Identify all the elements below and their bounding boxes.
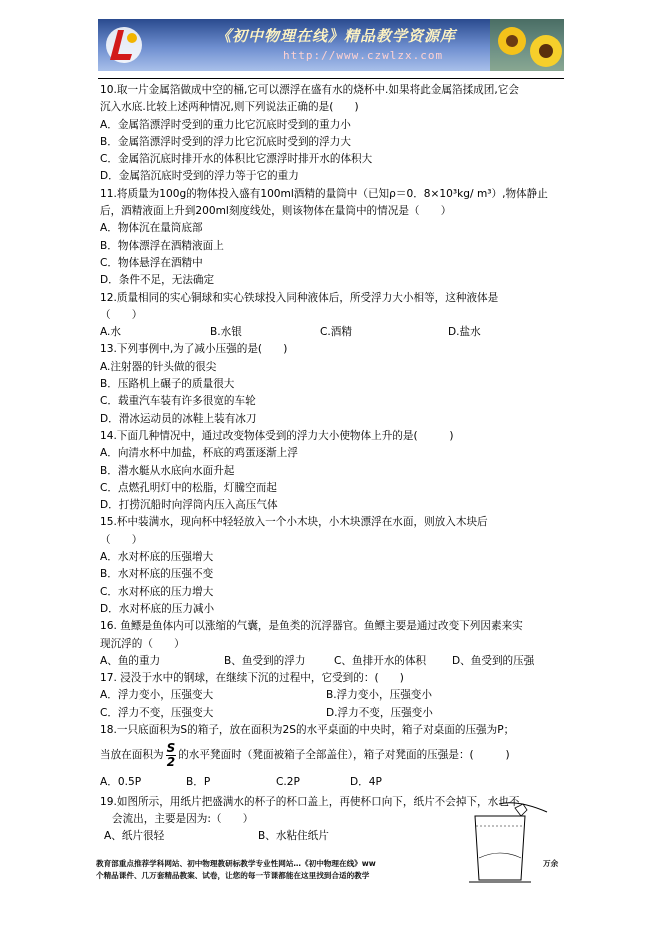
q17-option-d: D.浮力不变，压强变小 <box>326 706 433 719</box>
q13-option-d: D．滑冰运动员的冰鞋上装有冰刀 <box>100 412 257 425</box>
q19-option-a: A、纸片很轻 <box>104 830 165 843</box>
footer-tail: 万余 <box>543 859 559 868</box>
q10-option-d: D．金属箔沉底时受到的浮力等于它的重力 <box>100 170 299 183</box>
q19-stem-line2: 会流出，主要是因为:（ ） <box>112 812 254 825</box>
fraction-s-over-2 <box>166 742 177 769</box>
q18-option-d: D．4P <box>350 776 382 789</box>
q14-option-b: B．潜水艇从水底向水面升起 <box>100 464 235 477</box>
q10-stem-line1: 10.取一片金属箔做成中空的桶,它可以漂浮在盛有水的烧杯中.如果将此金属箔揉成团,它会 <box>100 84 519 96</box>
q11-stem-line2: 后，酒精液面上升到200ml刻度线处，则该物体在量筒中的情况是（ ） <box>100 205 452 218</box>
page-footer <box>96 858 566 882</box>
sunflower-icon <box>490 19 564 71</box>
q18-stem-line1: 18.一只底面积为S的箱子，放在面积为2S的水平桌面的中央时，箱子对桌面的压强为P； <box>100 723 515 736</box>
q12-option-a: A.水 <box>100 326 122 339</box>
q11-option-b: B．物体漂浮在酒精液面上 <box>100 239 224 252</box>
q16-option-b: B、鱼受到的浮力 <box>224 654 306 667</box>
q12-options <box>100 324 568 341</box>
q11-option-a: A．物体沉在量筒底部 <box>100 222 203 235</box>
q18-stem-part1: 当放在面积为 <box>100 749 164 762</box>
q16-options <box>100 653 568 670</box>
q16-option-a: A、鱼的重力 <box>100 654 161 667</box>
q14-stem: 14.下面几种情况中，通过改变物体受到的浮力大小使物体上升的是( ) <box>100 429 454 442</box>
q10-option-a: A．金属箔漂浮时受到的重力比它沉底时受到的重力小 <box>100 118 351 131</box>
q17-options-cd <box>100 705 568 722</box>
q12-stem-line2: （ ） <box>100 308 143 321</box>
fraction-denominator: 2 <box>166 754 176 769</box>
q15-option-a: A．水对杯底的压强增大 <box>100 551 214 564</box>
q12-option-c: C.酒精 <box>320 326 352 339</box>
footer-line2: 个精品课件、几万套精品教案、试卷，让您的每一节课都能在这里找到合适的教学 <box>96 871 370 880</box>
q13-option-a: A.注射器的针头做的很尖 <box>100 360 217 373</box>
fraction-numerator: S <box>166 740 176 755</box>
site-title: 《初中物理在线》精品教学资源库 <box>216 27 457 45</box>
q12-stem-line1: 12.质量相同的实心铜球和实心铁球投入同种液体后，所受浮力大小相等，这种液体是 <box>100 291 499 304</box>
q11-stem-line1: 11.将质量为100g的物体投入盛有100ml酒精的量筒中（已知ρ＝0．8×10³kg/ m³）,物体静止 <box>100 187 548 200</box>
q17-option-b: B.浮力变小，压强变小 <box>326 689 432 702</box>
q11-option-c: C．物体悬浮在酒精中 <box>100 256 203 269</box>
q16-option-d: D、鱼受到的压强 <box>452 654 535 667</box>
site-url[interactable]: http://www.czwlzx.com <box>283 49 444 62</box>
q17-option-a: A．浮力变小，压强变大 <box>100 689 214 702</box>
q14-option-c: C．点燃孔明灯中的松脂，灯騰空而起 <box>100 481 277 494</box>
q11-option-d: D．条件不足，无法确定 <box>100 274 215 287</box>
q12-option-b: B.水银 <box>210 326 242 339</box>
q18-option-c: C.2P <box>276 776 300 789</box>
q18-options <box>100 774 568 791</box>
q15-option-c: C．水对杯底的压力增大 <box>100 585 214 598</box>
q18-option-a: A．0.5P <box>100 776 142 789</box>
q17-option-c: C．浮力不变，压强变大 <box>100 706 214 719</box>
header-divider <box>98 78 564 79</box>
q18-stem-line2 <box>100 739 568 771</box>
q17-options-ab <box>100 687 568 704</box>
q10-stem-line2: 沉入水底.比较上述两种情况,则下列说法正确的是( ) <box>100 101 359 114</box>
q13-option-b: B．压路机上碾子的质量很大 <box>100 378 235 391</box>
q10-option-b: B．金属箔漂浮时受到的浮力比它沉底时受到的浮力大 <box>100 135 351 148</box>
question-list <box>100 82 568 845</box>
footer-line1: 教育部重点推荐学科网站、初中物理教研标教学专业性网站…《初中物理在线》ww <box>96 859 376 868</box>
q15-stem-line1: 15.杯中装满水，现向杯中轻轻放入一个小木块，小木块漂浮在水面，则放入木块后 <box>100 516 488 529</box>
q18-option-b: B．P <box>186 776 211 789</box>
q13-option-c: C．载重汽车装有许多很宽的车轮 <box>100 395 256 408</box>
q15-option-d: D．水对杯底的压力减小 <box>100 602 215 615</box>
site-logo-icon <box>104 24 144 66</box>
q19-option-b: B、水粘住纸片 <box>258 830 329 843</box>
q14-option-d: D．打捞沉船时向浮筒内压入高压气体 <box>100 499 278 512</box>
header-banner <box>98 19 564 71</box>
q15-option-b: B．水对杯底的压强不变 <box>100 568 214 581</box>
q15-stem-line2: （ ） <box>100 533 143 546</box>
q17-stem: 17. 浸没于水中的钢球，在继续下沉的过程中，它受到的：( ) <box>100 672 404 685</box>
q16-stem-line1: 16. 鱼鳔是鱼体内可以涨缩的气囊，是鱼类的沉浮器官。鱼鳔主要是通过改变下列因素来实 <box>100 620 523 633</box>
q13-stem: 13.下列事例中,为了减小压强的是( ) <box>100 343 288 356</box>
q14-option-a: A．向清水杯中加盐，杯底的鸡蛋逐渐上浮 <box>100 447 298 460</box>
q16-stem-line2: 现沉浮的（ ） <box>100 637 185 650</box>
q19-stem-line1: 19.如图所示，用纸片把盛满水的杯子的杯口盖上，再使杯口向下，纸片不会掉下，水也不 <box>100 795 520 808</box>
q12-option-d: D.盐水 <box>448 326 481 339</box>
q10-option-c: C．金属箔沉底时排开水的体积比它漂浮时排开水的体积大 <box>100 153 373 166</box>
q18-stem-part2: 的水平凳面时（凳面被箱子全部盖住），箱子对凳面的压强是：( ) <box>178 749 510 762</box>
q16-option-c: C、鱼排开水的体积 <box>334 654 427 667</box>
